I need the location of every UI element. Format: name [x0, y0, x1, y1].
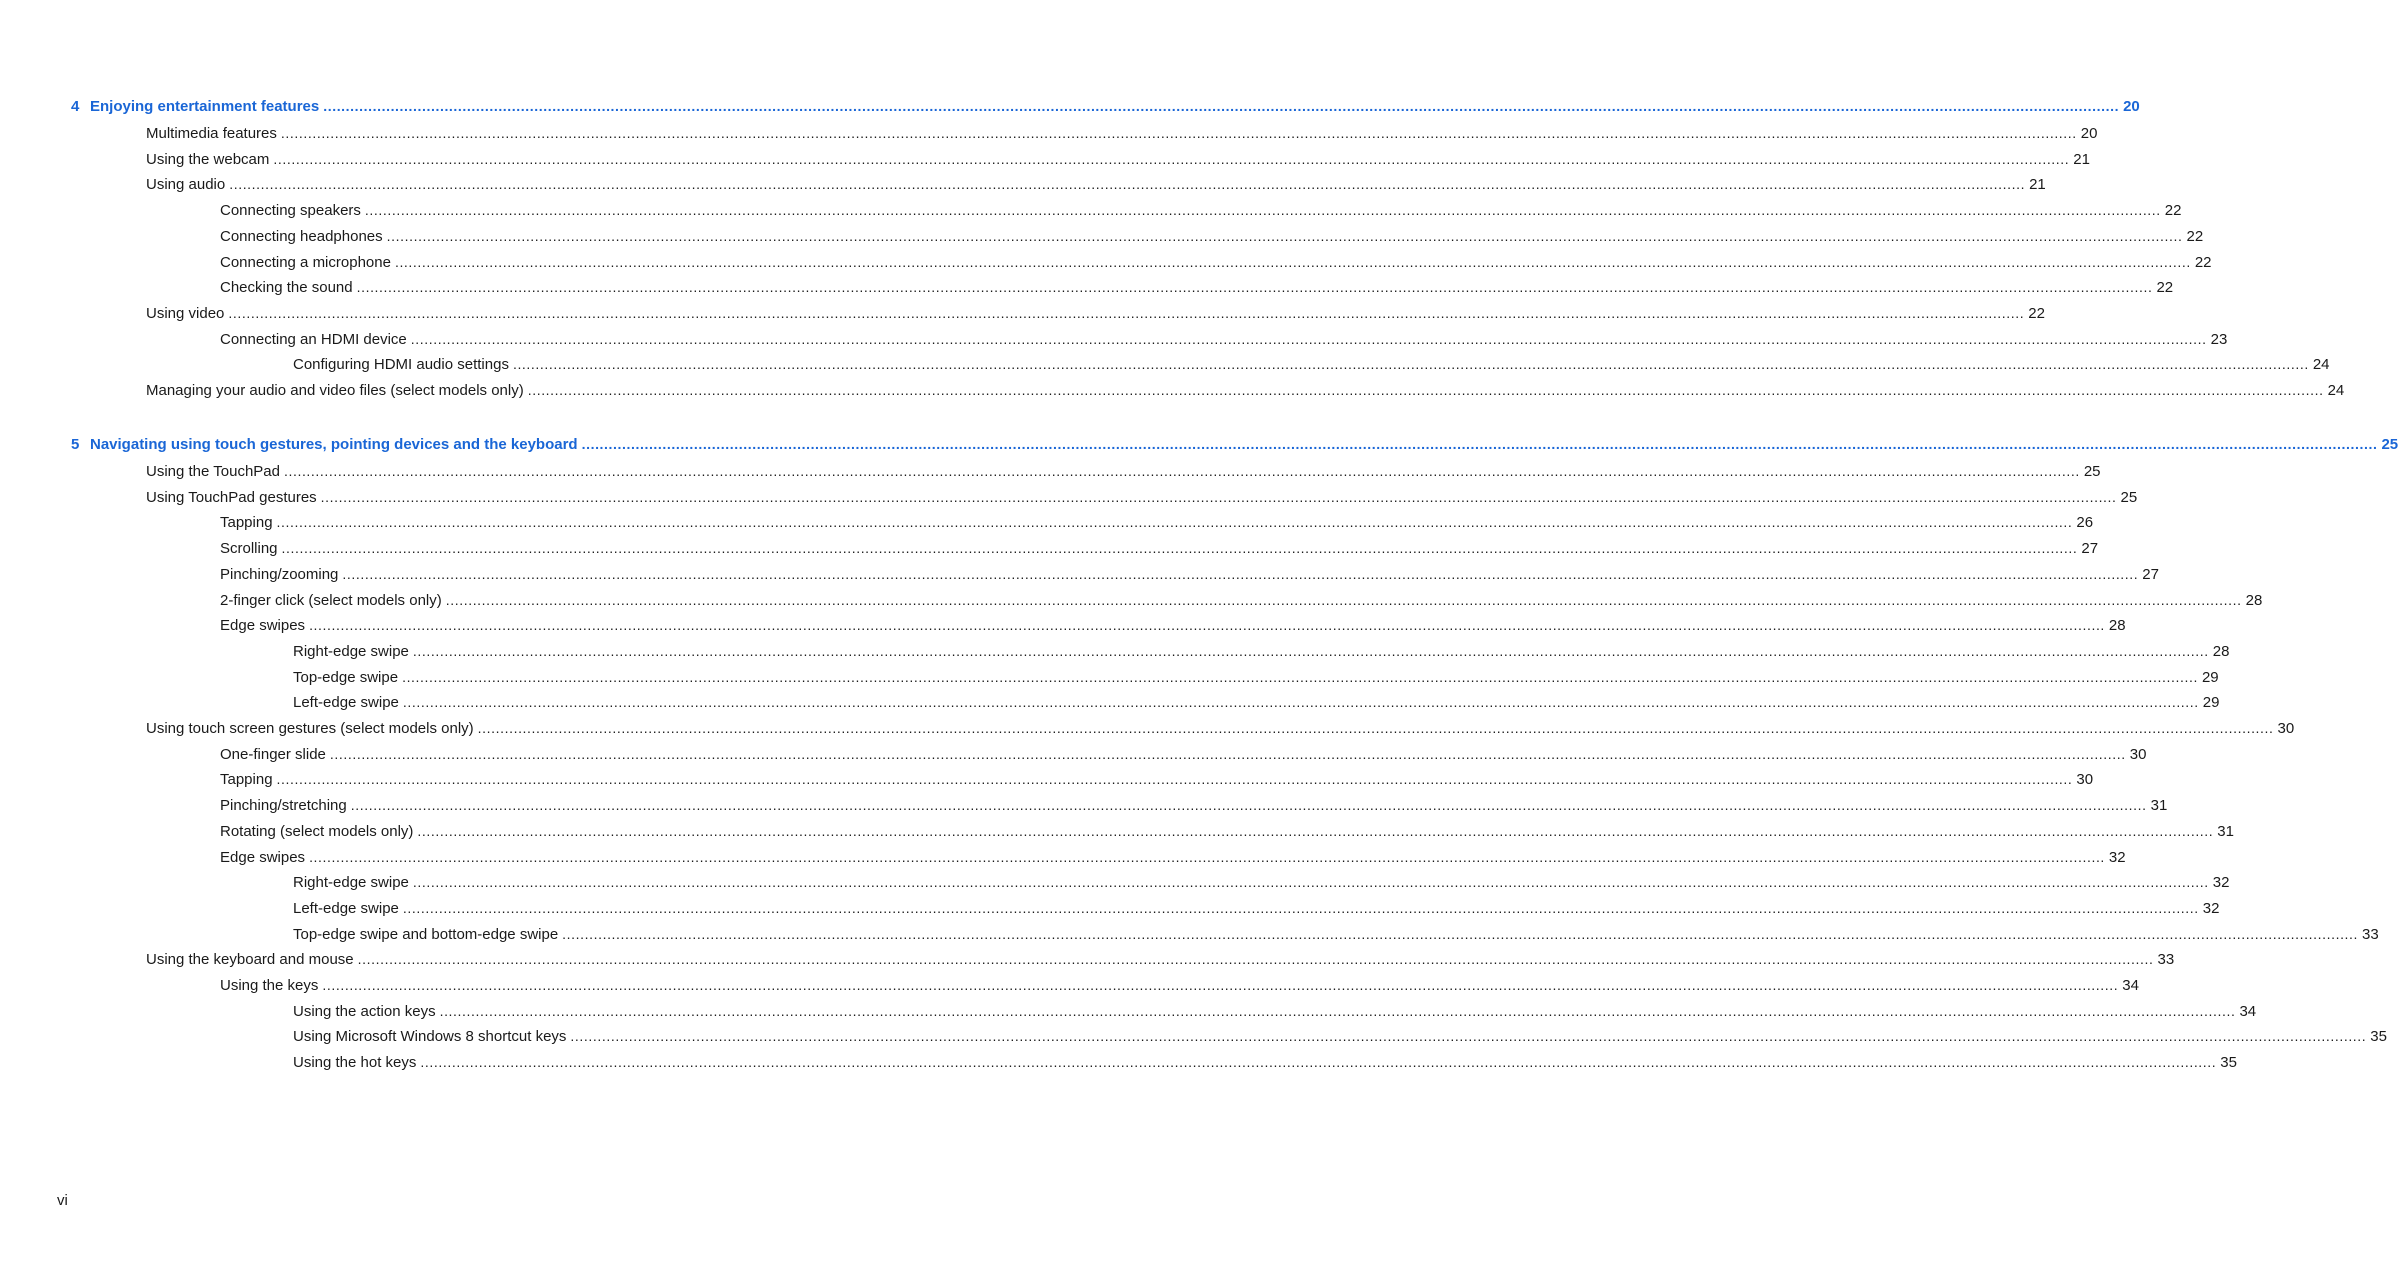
entry-page-number: 34 — [2239, 1002, 2257, 1020]
entry-title: Tapping — [220, 771, 273, 789]
entry-title: Connecting an HDMI device — [220, 330, 407, 348]
dot-leader: ................................................................................................................................................................................................................................................................................................................................................................................................................ — [342, 565, 2139, 582]
entry-title: Connecting a microphone — [220, 253, 391, 271]
toc-entry-link[interactable] — [146, 718, 2295, 738]
entry-page-number: 32 — [2212, 874, 2230, 892]
chapter-number: 5 — [71, 436, 80, 453]
entry-page-number: 31 — [2217, 822, 2234, 840]
entry-page-number: 25 — [2083, 463, 2101, 480]
dot-leader: ................................................................................................................................................................................................................................................................................................................................................................................................................ — [320, 488, 2117, 505]
entry-page-number: 26 — [2076, 514, 2094, 532]
toc-entry-link[interactable] — [293, 872, 2230, 892]
entry-title: Pinching/stretching — [220, 797, 347, 815]
dot-leader: ................................................................................................................................................................................................................................................................................................................................................................................................................ — [417, 822, 2214, 839]
entry-page-number: 32 — [2202, 899, 2220, 917]
entry-title: Right-edge swipe — [293, 642, 409, 660]
entry-title: Using video — [146, 304, 225, 322]
entry-title: Using TouchPad gestures — [146, 488, 317, 506]
toc-entry-link[interactable] — [220, 975, 2139, 995]
entry-page-number: 35 — [2370, 1028, 2387, 1046]
dot-leader: ................................................................................................................................................................................................................................................................................................................................................................................................................ — [329, 745, 2126, 762]
dot-leader: ................................................................................................................................................................................................................................................................................................................................................................................................................ — [562, 925, 2359, 942]
toc-entry-link[interactable] — [146, 123, 2098, 143]
dot-leader: ................................................................................................................................................................................................................................................................................................................................................................................................................ — [445, 591, 2242, 608]
dot-leader: ................................................................................................................................................................................................................................................................................................................................................................................................................ — [402, 668, 2198, 685]
entry-page-number: 30 — [2076, 771, 2094, 789]
toc-entry-link[interactable] — [220, 252, 2212, 272]
dot-leader: ................................................................................................................................................................................................................................................................................................................................................................................................................ — [439, 1002, 2236, 1019]
toc-entry-link[interactable] — [220, 590, 2263, 610]
entry-page-number: 28 — [2245, 591, 2263, 609]
toc-entry-link[interactable] — [146, 949, 2175, 969]
entry-title: Left-edge swipe — [293, 899, 399, 917]
toc-entry-link[interactable] — [293, 641, 2230, 661]
toc-entry-link[interactable] — [293, 1026, 2387, 1046]
toc-entry-link[interactable] — [146, 149, 2090, 169]
dot-leader: ................................................................................................................................................................................................................................................................................................................................................................................................................ — [420, 1054, 2217, 1071]
dot-leader: ................................................................................................................................................................................................................................................................................................................................................................................................................ — [412, 642, 2209, 659]
dot-leader: ................................................................................................................................................................................................................................................................................................................................................................................................................ — [410, 330, 2207, 347]
entry-page-number: 22 — [2028, 304, 2045, 322]
entry-title: Pinching/zooming — [220, 565, 339, 583]
dot-leader: ................................................................................................................................................................................................................................................................................................................................................................................................................ — [512, 356, 2309, 373]
toc-entry-link[interactable] — [220, 329, 2228, 349]
entry-page-number: 24 — [2327, 382, 2345, 399]
entry-page-number: 33 — [2157, 951, 2175, 969]
entry-page-number: 34 — [2122, 977, 2139, 994]
entry-page-number: 23 — [2210, 330, 2228, 348]
entry-page-number: 27 — [2081, 540, 2099, 558]
toc-entry-link[interactable] — [146, 174, 2046, 194]
entry-page-number: 25 — [2120, 488, 2138, 506]
dot-leader: ................................................................................................................................................................................................................................................................................................................................................................................................................ — [228, 304, 2025, 321]
entry-title: One-finger slide — [220, 745, 326, 763]
toc-entry-link[interactable] — [146, 303, 2045, 323]
entry-title: Using the hot keys — [293, 1054, 417, 1072]
toc-entry-link[interactable] — [220, 769, 2094, 789]
toc-entry-link[interactable] — [220, 744, 2147, 764]
dot-leader: ................................................................................................................................................................................................................................................................................................................................................................................................................ — [281, 540, 2078, 557]
toc-entry-link[interactable] — [293, 692, 2220, 712]
entry-title: Top-edge swipe and bottom-edge swipe — [293, 925, 559, 943]
entry-title: Using the action keys — [293, 1002, 436, 1020]
entry-title: Managing your audio and video files (select models only) — [146, 382, 524, 399]
entry-page-number: 32 — [2108, 848, 2126, 866]
chapter-page-number: 20 — [2123, 98, 2140, 115]
toc-entry-link[interactable] — [220, 795, 2168, 815]
entry-page-number: 29 — [2201, 668, 2219, 686]
dot-leader: ................................................................................................................................................................................................................................................................................................................................................................................................................ — [350, 797, 2147, 814]
entry-title: Using the keyboard and mouse — [146, 951, 354, 969]
toc-entry-link[interactable] — [220, 277, 2174, 297]
entry-page-number: 22 — [2194, 253, 2212, 271]
entry-page-number: 28 — [2212, 642, 2230, 660]
entry-page-number: 22 — [2156, 279, 2174, 297]
entry-title: Connecting speakers — [220, 202, 361, 220]
dot-leader: ................................................................................................................................................................................................................................................................................................................................................................................................................ — [356, 279, 2153, 296]
toc-entry-link[interactable] — [293, 354, 2330, 374]
dot-leader: ................................................................................................................................................................................................................................................................................................................................................................................................................ — [229, 176, 2026, 193]
page-number: vi — [57, 1192, 68, 1209]
entry-title: Right-edge swipe — [293, 874, 409, 892]
entry-title: Using Microsoft Windows 8 shortcut keys — [293, 1028, 567, 1046]
dot-leader: ................................................................................................................................................................................................................................................................................................................................................................................................................ — [364, 202, 2161, 219]
dot-leader: ................................................................................................................................................................................................................................................................................................................................................................................................................ — [357, 951, 2154, 968]
toc-entry-link[interactable] — [220, 564, 2159, 584]
dot-leader: ................................................................................................................................................................................................................................................................................................................................................................................................................ — [276, 514, 2073, 531]
dot-leader: ................................................................................................................................................................................................................................................................................................................................................................................................................ — [412, 874, 2209, 891]
toc-entry-link[interactable] — [293, 667, 2219, 687]
chapter-title: Navigating using touch gestures, pointing devices and the keyboard — [90, 436, 578, 453]
dot-leader: ................................................................................................................................................................................................................................................................................................................................................................................................................ — [309, 848, 2105, 865]
toc-entry-link[interactable] — [146, 487, 2138, 507]
dot-leader: ................................................................................................................................................................................................................................................................................................................................................................................................................ — [386, 227, 2183, 244]
chapter-number: 4 — [71, 98, 80, 115]
dot-leader: ................................................................................................................................................................................................................................................................................................................................................................................................................ — [283, 463, 2080, 479]
entry-page-number: 20 — [2080, 125, 2098, 142]
dot-leader: ................................................................................................................................................................................................................................................................................................................................................................................................................ — [273, 150, 2070, 167]
entry-title: Configuring HDMI audio settings — [293, 356, 509, 374]
entry-title: Using audio — [146, 176, 226, 194]
entry-title: Using touch screen gestures (select models only) — [146, 720, 474, 737]
toc-entry-link[interactable] — [293, 898, 2220, 918]
toc-entry-link[interactable] — [220, 512, 2094, 532]
dot-leader: ................................................................................................................................................................................................................................................................................................................................................................................................................ — [581, 436, 2378, 452]
entry-page-number: 22 — [2186, 227, 2204, 245]
dot-leader: ................................................................................................................................................................................................................................................................................................................................................................................................................ — [280, 125, 2077, 141]
toc-chapter-link[interactable] — [71, 434, 2398, 454]
entry-title: Multimedia features — [146, 125, 277, 142]
entry-page-number: 28 — [2108, 617, 2126, 635]
entry-title: Rotating (select models only) — [220, 822, 414, 840]
chapter-title: Enjoying entertainment features — [90, 98, 320, 115]
entry-page-number: 22 — [2164, 202, 2182, 220]
entry-title: 2-finger click (select models only) — [220, 591, 442, 609]
toc-entry-link[interactable] — [220, 538, 2099, 558]
dot-leader: ................................................................................................................................................................................................................................................................................................................................................................................................................ — [394, 253, 2191, 270]
entry-page-number: 33 — [2362, 925, 2379, 943]
entry-title: Using the TouchPad — [146, 463, 280, 480]
entry-title: Edge swipes — [220, 617, 306, 635]
entry-page-number: 21 — [2029, 176, 2046, 194]
entry-page-number: 30 — [2129, 745, 2147, 763]
dot-leader: ................................................................................................................................................................................................................................................................................................................................................................................................................ — [402, 899, 2199, 916]
toc-chapter-link[interactable] — [71, 96, 2140, 116]
entry-title: Scrolling — [220, 540, 278, 558]
toc-entry-link[interactable] — [293, 924, 2379, 944]
toc-entry-link[interactable] — [220, 226, 2204, 246]
dot-leader: ................................................................................................................................................................................................................................................................................................................................................................................................................ — [323, 98, 2120, 114]
entry-title: Using the webcam — [146, 150, 270, 168]
entry-page-number: 31 — [2150, 797, 2168, 815]
toc-entry-link[interactable] — [293, 1052, 2237, 1072]
entry-title: Using the keys — [220, 977, 319, 994]
dot-leader: ................................................................................................................................................................................................................................................................................................................................................................................................................ — [477, 720, 2274, 736]
entry-page-number: 29 — [2202, 694, 2220, 712]
toc-entry-link[interactable] — [220, 615, 2126, 635]
toc-entry-link[interactable] — [220, 200, 2182, 220]
entry-title: Connecting headphones — [220, 227, 383, 245]
dot-leader: ................................................................................................................................................................................................................................................................................................................................................................................................................ — [276, 771, 2073, 788]
chapter-page-number: 25 — [2381, 436, 2398, 453]
dot-leader: ................................................................................................................................................................................................................................................................................................................................................................................................................ — [527, 382, 2324, 398]
entry-page-number: 30 — [2277, 720, 2295, 737]
entry-page-number: 35 — [2220, 1054, 2237, 1072]
entry-page-number: 21 — [2073, 150, 2090, 168]
dot-leader: ................................................................................................................................................................................................................................................................................................................................................................................................................ — [570, 1028, 2367, 1045]
toc-entry-link[interactable] — [146, 380, 2345, 400]
entry-page-number: 27 — [2142, 565, 2159, 583]
dot-leader: ................................................................................................................................................................................................................................................................................................................................................................................................................ — [402, 694, 2199, 711]
toc-entry-link[interactable] — [293, 1001, 2257, 1021]
toc-entry-link[interactable] — [146, 461, 2101, 481]
entry-title: Edge swipes — [220, 848, 306, 866]
entry-title: Checking the sound — [220, 279, 353, 297]
toc-entry-link[interactable] — [220, 821, 2234, 841]
toc-entry-link[interactable] — [220, 847, 2126, 867]
dot-leader: ................................................................................................................................................................................................................................................................................................................................................................................................................ — [322, 977, 2119, 993]
entry-title: Left-edge swipe — [293, 694, 399, 712]
entry-page-number: 24 — [2312, 356, 2330, 374]
dot-leader: ................................................................................................................................................................................................................................................................................................................................................................................................................ — [309, 617, 2105, 634]
entry-title: Top-edge swipe — [293, 668, 399, 686]
entry-title: Tapping — [220, 514, 273, 532]
